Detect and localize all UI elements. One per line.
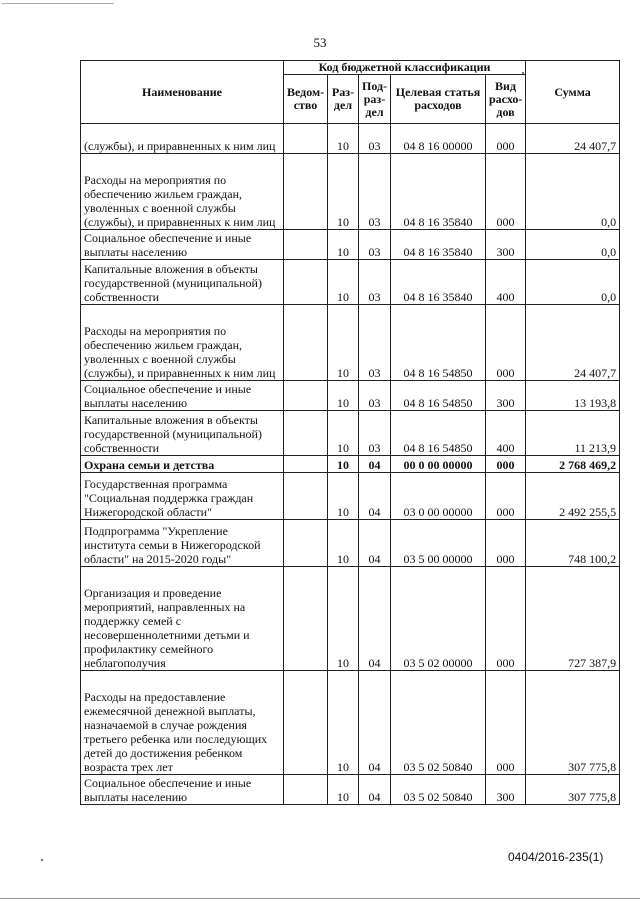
row-name: Расходы на предоставление ежемесячной денежной выплаты, назначаемой в случае рождения третьего ребенка или последующих детей до достижения ребенком возраста трех лет bbox=[81, 671, 284, 775]
header-classification-code: Код бюджетной классификации bbox=[284, 61, 526, 75]
row-expense-type: 000 bbox=[486, 305, 526, 381]
row-vedomstvo bbox=[284, 305, 328, 381]
row-target-article: 04 8 16 00000 bbox=[391, 124, 486, 154]
table-body bbox=[81, 124, 620, 805]
header-target-article: Целевая статья расходов bbox=[391, 75, 486, 124]
row-sum: 24 407,7 bbox=[526, 124, 620, 154]
page-number: 53 bbox=[313, 35, 327, 50]
row-podrazdel: 04 bbox=[359, 456, 391, 473]
table-row bbox=[81, 671, 620, 775]
row-target-article: 03 5 02 50840 bbox=[391, 775, 486, 805]
row-razdel: 10 bbox=[328, 567, 359, 671]
row-sum: 0,0 bbox=[526, 230, 620, 260]
header-sum: Сумма bbox=[526, 61, 620, 124]
bottom-scan-rule bbox=[0, 898, 640, 899]
row-podrazdel: 03 bbox=[359, 305, 391, 381]
row-name: (службы), и приравненных к ним лиц bbox=[81, 124, 284, 154]
row-sum: 2 768 469,2 bbox=[526, 456, 620, 473]
row-podrazdel: 03 bbox=[359, 260, 391, 305]
row-target-article: 04 8 16 35840 bbox=[391, 154, 486, 230]
row-expense-type: 000 bbox=[486, 124, 526, 154]
row-sum: 307 775,8 bbox=[526, 671, 620, 775]
table-row bbox=[81, 260, 620, 305]
table-row bbox=[81, 520, 620, 567]
row-razdel: 10 bbox=[328, 124, 359, 154]
row-name: Социальное обеспечение и иные выплаты населению bbox=[81, 230, 284, 260]
table-row bbox=[81, 305, 620, 381]
row-podrazdel: 03 bbox=[359, 124, 391, 154]
row-vedomstvo bbox=[284, 520, 328, 567]
row-razdel: 10 bbox=[328, 520, 359, 567]
row-podrazdel: 04 bbox=[359, 520, 391, 567]
row-expense-type: 000 bbox=[486, 473, 526, 520]
row-expense-type: 000 bbox=[486, 671, 526, 775]
row-vedomstvo bbox=[284, 411, 328, 456]
table-row bbox=[81, 230, 620, 260]
row-target-article: 04 8 16 54850 bbox=[391, 381, 486, 411]
row-razdel: 10 bbox=[328, 381, 359, 411]
row-expense-type: 000 bbox=[486, 567, 526, 671]
row-expense-type: 300 bbox=[486, 775, 526, 805]
header-name: Наименование bbox=[81, 61, 284, 124]
row-sum: 0,0 bbox=[526, 154, 620, 230]
row-vedomstvo bbox=[284, 154, 328, 230]
row-expense-type: 300 bbox=[486, 381, 526, 411]
row-name: Подпрограмма "Укрепление института семьи в Нижегородской области" на 2015-2020 годы" bbox=[81, 520, 284, 567]
row-vedomstvo bbox=[284, 473, 328, 520]
row-vedomstvo bbox=[284, 381, 328, 411]
row-razdel: 10 bbox=[328, 775, 359, 805]
row-name: Капитальные вложения в объекты государственной (муниципальной) собственности bbox=[81, 411, 284, 456]
row-podrazdel: 04 bbox=[359, 671, 391, 775]
row-vedomstvo bbox=[284, 671, 328, 775]
row-expense-type: 000 bbox=[486, 520, 526, 567]
document-code: 0404/2016-235(1) bbox=[508, 850, 604, 864]
row-sum: 748 100,2 bbox=[526, 520, 620, 567]
row-sum: 2 492 255,5 bbox=[526, 473, 620, 520]
row-vedomstvo bbox=[284, 260, 328, 305]
table-row bbox=[81, 567, 620, 671]
row-razdel: 10 bbox=[328, 411, 359, 456]
row-sum: 727 387,9 bbox=[526, 567, 620, 671]
row-target-article: 03 5 02 00000 bbox=[391, 567, 486, 671]
row-vedomstvo bbox=[284, 124, 328, 154]
row-target-article: 04 8 16 54850 bbox=[391, 411, 486, 456]
row-target-article: 03 5 02 50840 bbox=[391, 671, 486, 775]
row-expense-type: 000 bbox=[486, 456, 526, 473]
row-podrazdel: 03 bbox=[359, 411, 391, 456]
row-name: Государственная программа "Социальная поддержка граждан Нижегородской области" bbox=[81, 473, 284, 520]
row-podrazdel: 03 bbox=[359, 230, 391, 260]
budget-table bbox=[80, 60, 620, 805]
row-razdel: 10 bbox=[328, 473, 359, 520]
row-podrazdel: 03 bbox=[359, 381, 391, 411]
row-name: Социальное обеспечение и иные выплаты населению bbox=[81, 775, 284, 805]
row-name: Организация и проведение мероприятий, направленных на поддержку семей с несовершеннолетними детьми и профилактику семейного неблагополучия bbox=[81, 567, 284, 671]
table-row bbox=[81, 124, 620, 154]
header-vedomstvo: Ведом-ство bbox=[284, 75, 328, 124]
row-expense-type: 400 bbox=[486, 260, 526, 305]
scan-speck bbox=[522, 72, 524, 74]
row-razdel: 10 bbox=[328, 230, 359, 260]
row-name: Расходы на мероприятия по обеспечению жильем граждан, уволенных с военной службы (службы), и приравненных к ним лиц bbox=[81, 154, 284, 230]
row-name: Расходы на мероприятия по обеспечению жильем граждан, уволенных с военной службы (службы), и приравненных к ним лиц bbox=[81, 305, 284, 381]
row-sum: 307 775,8 bbox=[526, 775, 620, 805]
row-target-article: 04 8 16 35840 bbox=[391, 260, 486, 305]
row-name: Охрана семьи и детства bbox=[81, 456, 284, 473]
table-row bbox=[81, 473, 620, 520]
top-scan-rule bbox=[2, 3, 114, 4]
row-vedomstvo bbox=[284, 230, 328, 260]
table-row bbox=[81, 154, 620, 230]
header-razdel: Раз-дел bbox=[328, 75, 359, 124]
row-expense-type: 400 bbox=[486, 411, 526, 456]
table-row bbox=[81, 381, 620, 411]
row-razdel: 10 bbox=[328, 671, 359, 775]
table-row bbox=[81, 411, 620, 456]
row-vedomstvo bbox=[284, 567, 328, 671]
row-expense-type: 000 bbox=[486, 154, 526, 230]
row-name: Капитальные вложения в объекты государственной (муниципальной) собственности bbox=[81, 260, 284, 305]
header-podrazdel: Под-раз-дел bbox=[359, 75, 391, 124]
row-podrazdel: 04 bbox=[359, 567, 391, 671]
row-podrazdel: 04 bbox=[359, 473, 391, 520]
header-expense-type: Вид расхо-дов bbox=[486, 75, 526, 124]
table-row bbox=[81, 775, 620, 805]
row-target-article: 04 8 16 54850 bbox=[391, 305, 486, 381]
row-name: Социальное обеспечение и иные выплаты населению bbox=[81, 381, 284, 411]
row-target-article: 00 0 00 00000 bbox=[391, 456, 486, 473]
row-podrazdel: 04 bbox=[359, 775, 391, 805]
row-target-article: 04 8 16 35840 bbox=[391, 230, 486, 260]
row-target-article: 03 5 00 00000 bbox=[391, 520, 486, 567]
row-vedomstvo bbox=[284, 456, 328, 473]
row-vedomstvo bbox=[284, 775, 328, 805]
row-podrazdel: 03 bbox=[359, 154, 391, 230]
row-razdel: 10 bbox=[328, 456, 359, 473]
row-razdel: 10 bbox=[328, 305, 359, 381]
table-row bbox=[81, 456, 620, 473]
row-sum: 0,0 bbox=[526, 260, 620, 305]
row-sum: 11 213,9 bbox=[526, 411, 620, 456]
row-razdel: 10 bbox=[328, 154, 359, 230]
row-expense-type: 300 bbox=[486, 230, 526, 260]
row-sum: 13 193,8 bbox=[526, 381, 620, 411]
row-razdel: 10 bbox=[328, 260, 359, 305]
scan-speck bbox=[41, 859, 43, 861]
row-sum: 24 407,7 bbox=[526, 305, 620, 381]
row-target-article: 03 0 00 00000 bbox=[391, 473, 486, 520]
